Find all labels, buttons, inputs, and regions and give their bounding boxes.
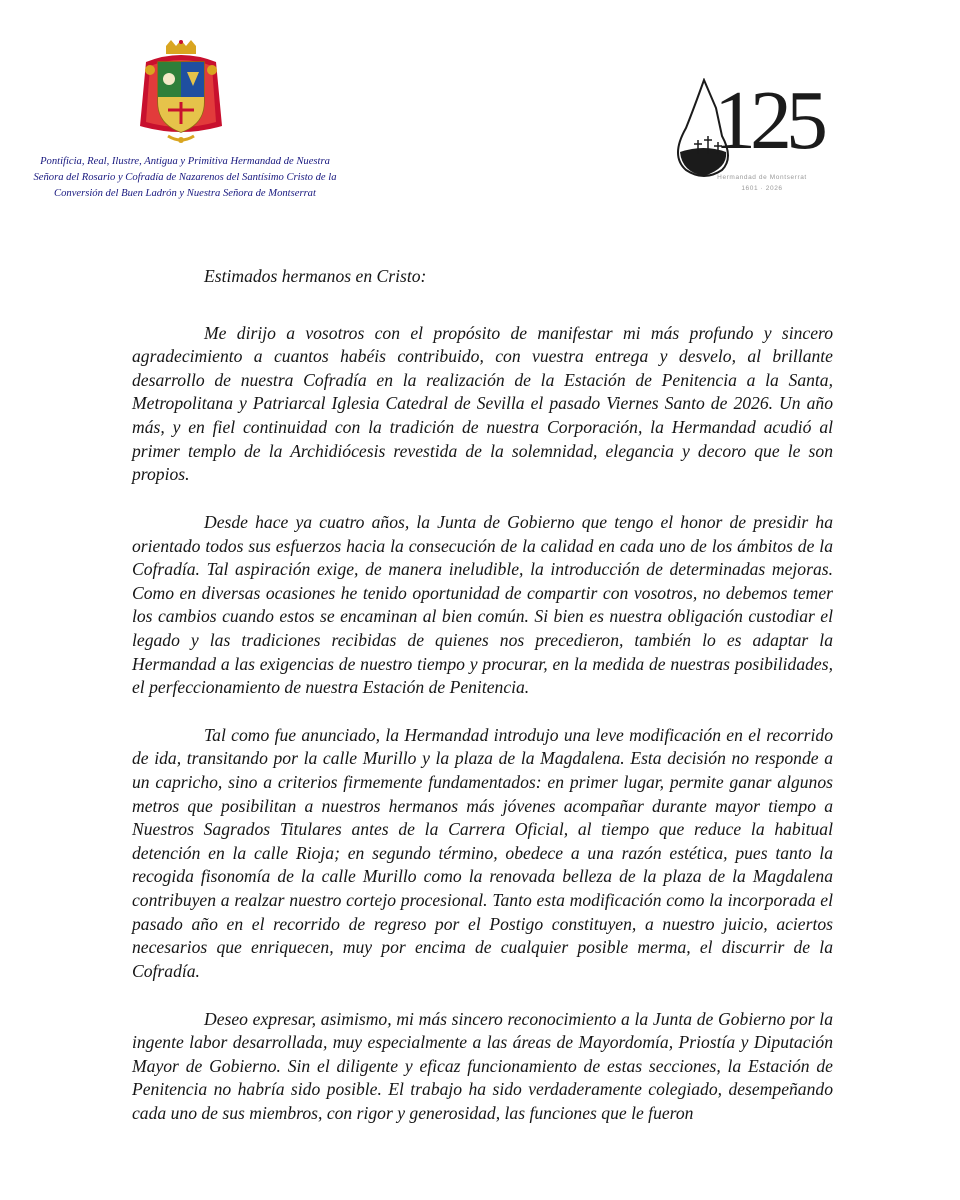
coat-of-arms-icon: [138, 40, 224, 148]
paragraph-1: Me dirijo a vosotros con el propósito de manifestar mi más profundo y sincero agradecimiento a cuantos habéis contribuido, con vuestra entrega y desvelo, al brillante desarrollo de nuestra Cofradía en la realización de la Estación de Penitencia a la Santa, Metropolitana y Patriarcal Iglesia Catedral de Sevilla el pasado Viernes Santo de 2026. Un año más, y en fiel continuidad con la tradición de nuestra Corporación, la Hermandad acudió al primer templo de la Archidiócesis revestida de la solemnidad, elegancia y decoro que le son propios.: [132, 322, 833, 485]
paragraph-4: Deseo expresar, asimismo, mi más sincero reconocimiento a la Junta de Gobierno por la ingente labor desarrollada, muy especialmente a las áreas de Mayordomía, Priostía y Diputación Mayor de Gobierno. Sin el diligente y eficaz funcionamiento de estas secciones, la Estación de Penitencia no habría sido posible. El trabajo ha sido verdaderamente colegiado, desempeñando cada uno de sus miembros, con rigor y generosidad, las funciones que le fueron: [132, 1008, 833, 1123]
paragraph-2: Desde hace ya cuatro años, la Junta de Gobierno que tengo el honor de presidir ha orientado todos sus esfuerzos hacia la consecución de la calidad en cada uno de los ámbitos de la Cofradía. Tal aspiración exige, de manera ineludible, la introducción de determinadas mejoras. Como en diversas ocasiones he tenido oportunidad de compartir con vosotros, no debemos temer los cambios cuando estos se encaminan al bien común. Si bien es nuestra obligación custodiar el legado y las tradiciones recibidas de quienes nos precedieron, también lo es adaptar la Hermandad a las exigencias de nuestro tiempo y procurar, en la medida de nuestras posibilidades, el perfeccionamiento de nuestra Estación de Penitencia.: [132, 511, 833, 698]
anniversary-line-1: Hermandad de Montserrat: [717, 174, 807, 181]
brotherhood-name: Pontificia, Real, Ilustre, Antigua y Primitiva Hermandad de Nuestra Señora del Rosario y Cofradía de Nazarenos del Santísimo Cristo de la Conversión del Buen Ladrón y Nuestra Señora de Montserrat: [33, 156, 337, 199]
paragraph-3: Tal como fue anunciado, la Hermandad introdujo una leve modificación en el recorrido de ida, transitando por la calle Murillo y la plaza de la Magdalena. Esta decisión no responde a un capricho, sino a criterios firmemente fundamentados: en primer lugar, permite ganar algunos metros que posibilitan a nuestros hermanos más jóvenes acompañar durante mayor tiempo a Nuestros Sagrados Titulares antes de la Carrera Oficial, al tiempo que reduce la habitual detención en la calle Rioja; en segundo término, obedece a una razón estética, pues tanto la recogida fisonomía de la calle Murillo como la renovada belleza de la plaza de la Magdalena contribuyen a realzar nuestro cortejo procesional. Tanto esta modificación como la incorporada el pasado año en el recorrido de regreso por el Postigo constituyen, a nuestro juicio, aciertos necesarios que enriquecen, muy por encima de cualquier posible merma, el discurrir de la Cofradía.: [132, 724, 833, 981]
letter-body: [132, 265, 833, 1150]
salutation: Estimados hermanos en Cristo:: [204, 266, 427, 286]
anniversary-line-2: 1601 · 2026: [741, 185, 783, 192]
anniversary-number: 125: [714, 78, 822, 167]
